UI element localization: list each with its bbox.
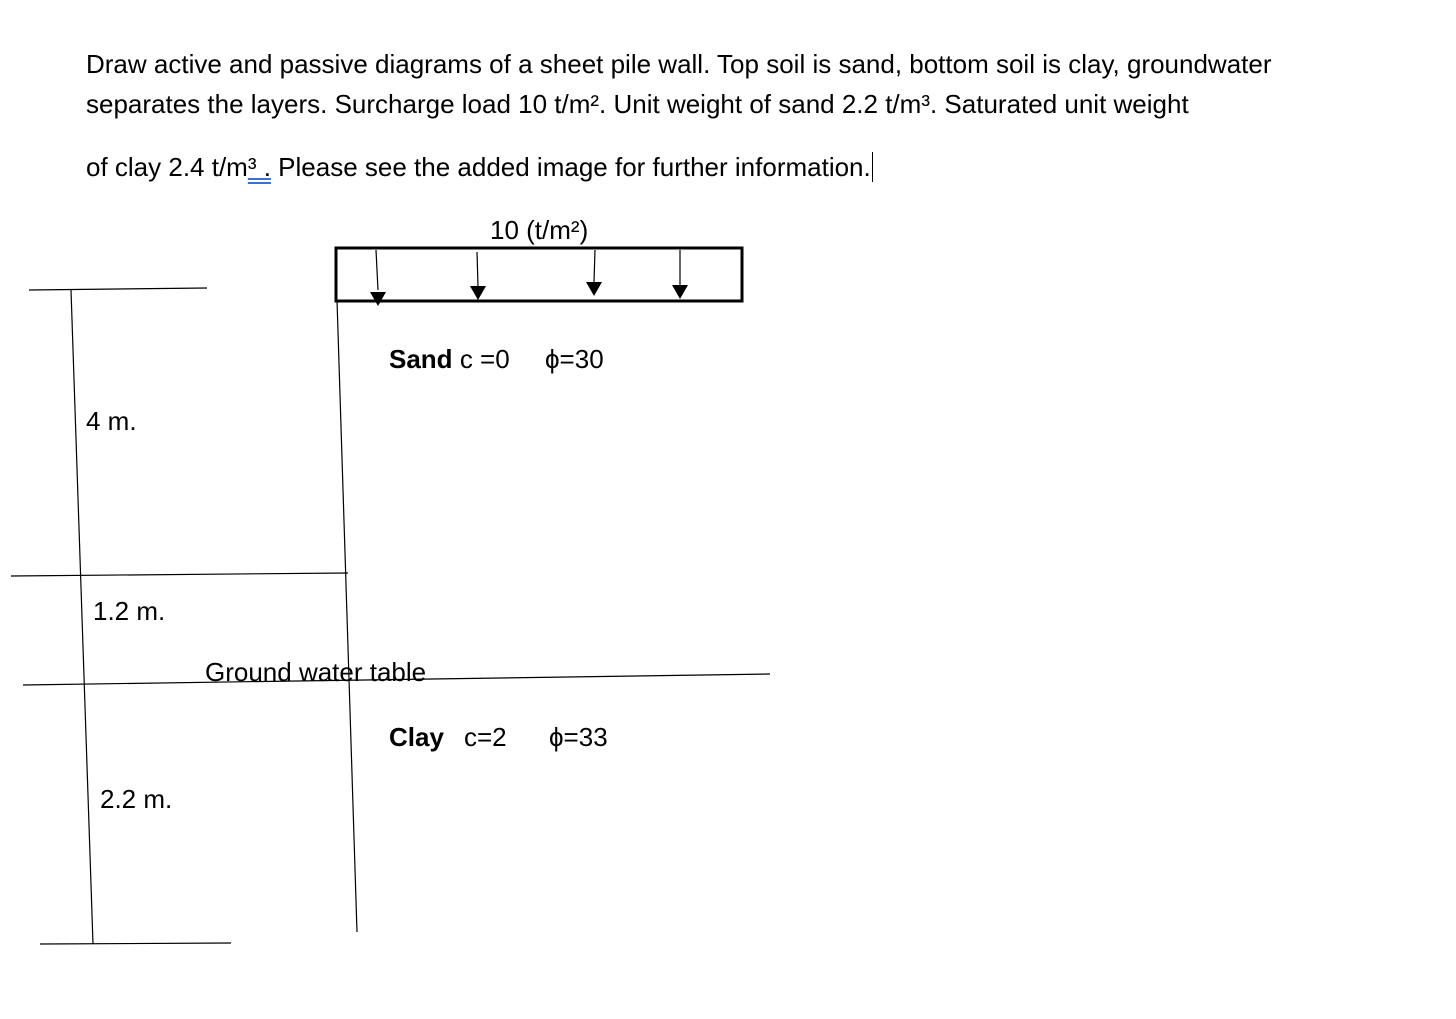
problem-line-3-start: of clay 2.4 t/m <box>86 152 248 182</box>
surcharge-arrowhead-1 <box>370 292 386 306</box>
pile-tip-tick <box>40 943 231 944</box>
surcharge-arrow-3 <box>594 250 595 282</box>
problem-line-3-end: Please see the added image for further information. <box>270 152 871 182</box>
sand-friction-angle: ϕ=30 <box>545 344 604 374</box>
clay-name: Clay <box>389 722 444 752</box>
sand-cohesion: c =0 <box>459 344 510 374</box>
surcharge-arrowhead-4 <box>672 285 688 299</box>
clay-cohesion: c=2 <box>464 722 507 752</box>
clay-layer-label <box>389 722 444 752</box>
clay-friction-angle: ϕ=33 <box>549 722 608 752</box>
surcharge-arrow-2 <box>477 252 478 286</box>
dimension-label-4m: 4 m. <box>86 406 137 436</box>
dredge-level-line <box>11 573 348 576</box>
surcharge-arrow-1 <box>376 250 378 290</box>
surcharge-load-label: 10 (t/m²) <box>490 215 589 245</box>
problem-line-2: separates the layers. Surcharge load 10 t/m². Unit weight of sand 2.2 t/m³. Saturated unit weight <box>86 89 1189 119</box>
surcharge-arrowhead-3 <box>586 282 602 296</box>
sheet-pile-wall <box>337 300 357 932</box>
groundwater-table-label: Ground water table <box>205 657 427 687</box>
surcharge-arrowhead-2 <box>470 286 486 300</box>
surcharge-arrows <box>370 250 688 306</box>
superscript-three-marked: ³ . <box>247 152 271 182</box>
sand-layer-label <box>389 344 510 374</box>
dimension-label-2-2m: 2.2 m. <box>100 784 173 814</box>
sand-name: Sand <box>389 344 453 374</box>
dimension-label-1-2m: 1.2 m. <box>93 596 166 626</box>
ground-surface-tick <box>29 288 207 290</box>
dimension-line-vertical <box>71 290 93 944</box>
problem-line-1: Draw active and passive diagrams of a sheet pile wall. Top soil is sand, bottom soil is clay, groundwater <box>86 49 1272 79</box>
